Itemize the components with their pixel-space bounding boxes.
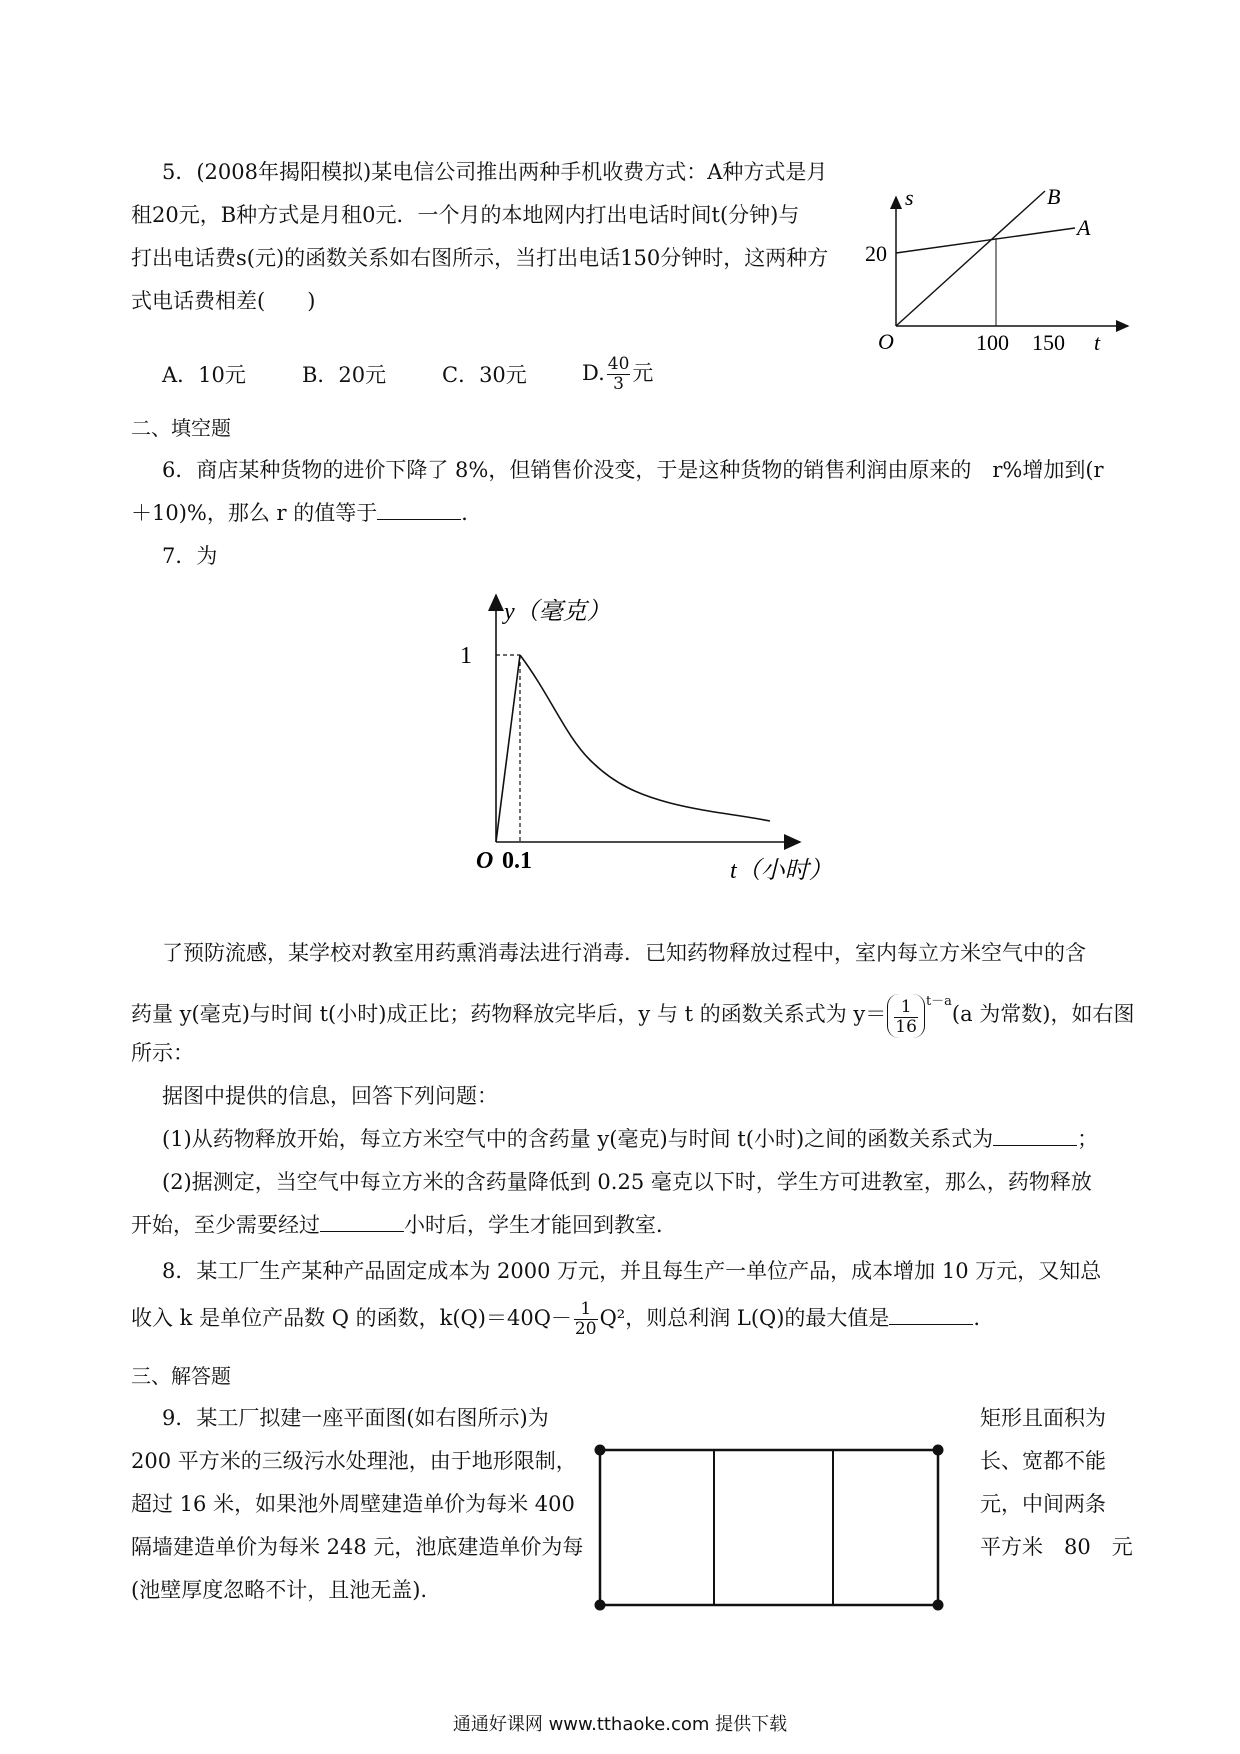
q5-option-d-numerator: 40 <box>607 354 630 374</box>
q7-origin: O <box>476 848 494 874</box>
q7-p5-text: (1)从药物释放开始，每立方米空气中的含药量 y(毫克)与时间 t(小时)之间的函数关系式为 <box>162 1127 994 1151</box>
q5-x-tick-150: 150 <box>1032 330 1065 355</box>
q7-p2-numerator: 1 <box>894 998 918 1018</box>
q7-p2-denominator: 16 <box>895 1016 917 1037</box>
q8-line-1: 8．某工厂生产某种产品固定成本为 2000 万元，并且每生产一单位产品，成本增加 10 万元，又知总 <box>162 1259 1102 1283</box>
q5-line-b <box>896 191 1045 326</box>
q9-right-line-1: 矩形且面积为 <box>980 1406 1106 1430</box>
q7-x-tick-0-1: 0.1 <box>502 848 532 874</box>
q7-y-label: y（毫克） <box>504 599 611 625</box>
q5-label-a: A <box>1077 215 1091 240</box>
q7-p2-text-a: 药量 y(毫克)与时间 t(小时)成正比；药物释放完毕后，y 与 t 的函数关系式为 y＝ <box>131 1002 887 1026</box>
q5-x-var: t <box>1094 330 1101 355</box>
q7-p5-end: ； <box>1077 1127 1099 1151</box>
q6-line-2-end: ． <box>461 501 483 525</box>
q7-y-tick-1: 1 <box>460 643 472 669</box>
q8-answer-blank <box>889 1304 973 1325</box>
q7-p2-fraction <box>894 998 918 1037</box>
q9-left-line-2: 200 平方米的三级污水处理池，由于地形限制， <box>131 1449 577 1473</box>
q7-decay-curve <box>520 655 770 821</box>
q7-x-label: t（小时） <box>730 858 833 884</box>
q8-fraction-numerator: 1 <box>574 1300 598 1320</box>
q8-fraction <box>574 1300 598 1339</box>
q5-line-1: 5．(2008年揭阳模拟)某电信公司推出两种手机收费方式：A种方式是月 <box>162 160 828 184</box>
q9-corner-dot <box>595 1600 606 1611</box>
q5-line-4: 式电话费相差( ) <box>131 289 316 313</box>
q9-left-line-4: 隔墙建造单价为每米 248 元，池底建造单价为每 <box>131 1535 584 1559</box>
q9-corner-dot <box>933 1445 944 1456</box>
q7-paragraph-4: 据图中提供的信息，回答下列问题： <box>162 1084 498 1108</box>
q5-option-d-fraction <box>607 355 631 394</box>
q9-pool-outline <box>600 1450 938 1605</box>
q6-answer-blank <box>377 499 461 520</box>
q7-p2-exponent: t－a <box>925 994 952 1009</box>
q7-paragraph-3: 所示： <box>131 1041 194 1065</box>
q9-right-line-3: 元，中间两条 <box>980 1492 1106 1516</box>
q9-left-line-3: 超过 16 米，如果池外周壁建造单价为每米 400 <box>131 1492 575 1516</box>
section-2-heading: 二、填空题 <box>131 416 231 440</box>
q7-p2-text-b: (a 为常数)，如右图 <box>951 1002 1135 1026</box>
q9-pool-diagram <box>590 1440 950 1620</box>
q8-line-2-text-a: 收入 k 是单位产品数 Q 的函数，k(Q)＝40Q－ <box>131 1306 572 1330</box>
q5-origin: O <box>878 329 894 354</box>
q5-option-d-suffix: 元 <box>632 361 654 385</box>
q5-label-b: B <box>1047 185 1061 209</box>
q5-option-c: C．30元 <box>442 363 527 387</box>
q7-paragraph-2 <box>131 980 1135 1038</box>
q7-answer-blank-1 <box>993 1125 1077 1146</box>
q7-p7-text-b: 小时后，学生才能回到教室． <box>404 1213 677 1237</box>
q5-option-d <box>582 353 653 394</box>
q5-y-var: s <box>905 185 914 210</box>
q9-corner-dot <box>933 1600 944 1611</box>
q7-intro: 7．为 <box>162 544 218 568</box>
q7-paragraph-5 <box>162 1124 1098 1154</box>
q5-graph <box>860 185 1140 365</box>
q6-line-2-text: ＋10)%，那么 r 的值等于 <box>131 501 378 525</box>
section-3-heading: 三、解答题 <box>131 1364 231 1388</box>
q8-line-2-text-b: Q²，则总利润 L(Q)的最大值是 <box>599 1306 890 1330</box>
q5-line-3: 打出电话费s(元)的函数关系如右图所示，当打出电话150分钟时，这两种方 <box>131 246 829 270</box>
q5-option-a: A．10元 <box>162 363 246 387</box>
q7-graph <box>440 585 860 905</box>
q9-right-line-2: 长、宽都不能 <box>980 1449 1106 1473</box>
q7-p2-paren <box>887 994 925 1038</box>
q9-corner-dot <box>595 1445 606 1456</box>
q9-left-line-5: (池壁厚度忽略不计，且池无盖). <box>131 1578 428 1602</box>
q5-option-d-denominator: 3 <box>613 374 624 394</box>
q7-paragraph-6: (2)据测定，当空气中每立方米的含药量降低到 0.25 毫克以下时，学生方可进教室，那么，药物释放 <box>162 1170 1092 1194</box>
q7-p7-text-a: 开始，至少需要经过 <box>131 1213 320 1237</box>
q5-option-d-prefix: D. <box>582 361 605 385</box>
q5-line-a <box>896 228 1075 253</box>
q8-fraction-denominator: 20 <box>574 1319 597 1339</box>
q5-line-2: 租20元，B种方式是月租0元．一个月的本地网内打出电话时间t(分钟)与 <box>131 203 800 227</box>
q7-paragraph-7 <box>131 1210 677 1240</box>
q9-left-line-1: 9．某工厂拟建一座平面图(如右图所示)为 <box>162 1406 549 1430</box>
q7-rising-line <box>496 655 520 842</box>
q7-answer-blank-2 <box>320 1211 404 1232</box>
q6-line-1: 6．商店某种货物的进价下降了 8%，但销售价没变，于是这种货物的销售利润由原来的 r%增加到(r <box>162 458 1104 482</box>
q8-line-2 <box>131 1296 980 1340</box>
q6-line-2 <box>131 498 482 528</box>
q5-y-tick-20: 20 <box>865 241 887 266</box>
page-footer: 通通好课网 www.tthaoke.com 提供下载 <box>452 1714 788 1735</box>
q9-right-line-4: 平方米 80 元 <box>980 1535 1133 1559</box>
q8-line-2-end: . <box>973 1306 981 1330</box>
q5-option-b: B．20元 <box>302 363 387 387</box>
q7-paragraph-1: 了预防流感，某学校对教室用药熏消毒法进行消毒．已知药物释放过程中，室内每立方米空气中的含 <box>162 941 1086 965</box>
q5-x-tick-100: 100 <box>976 330 1009 355</box>
